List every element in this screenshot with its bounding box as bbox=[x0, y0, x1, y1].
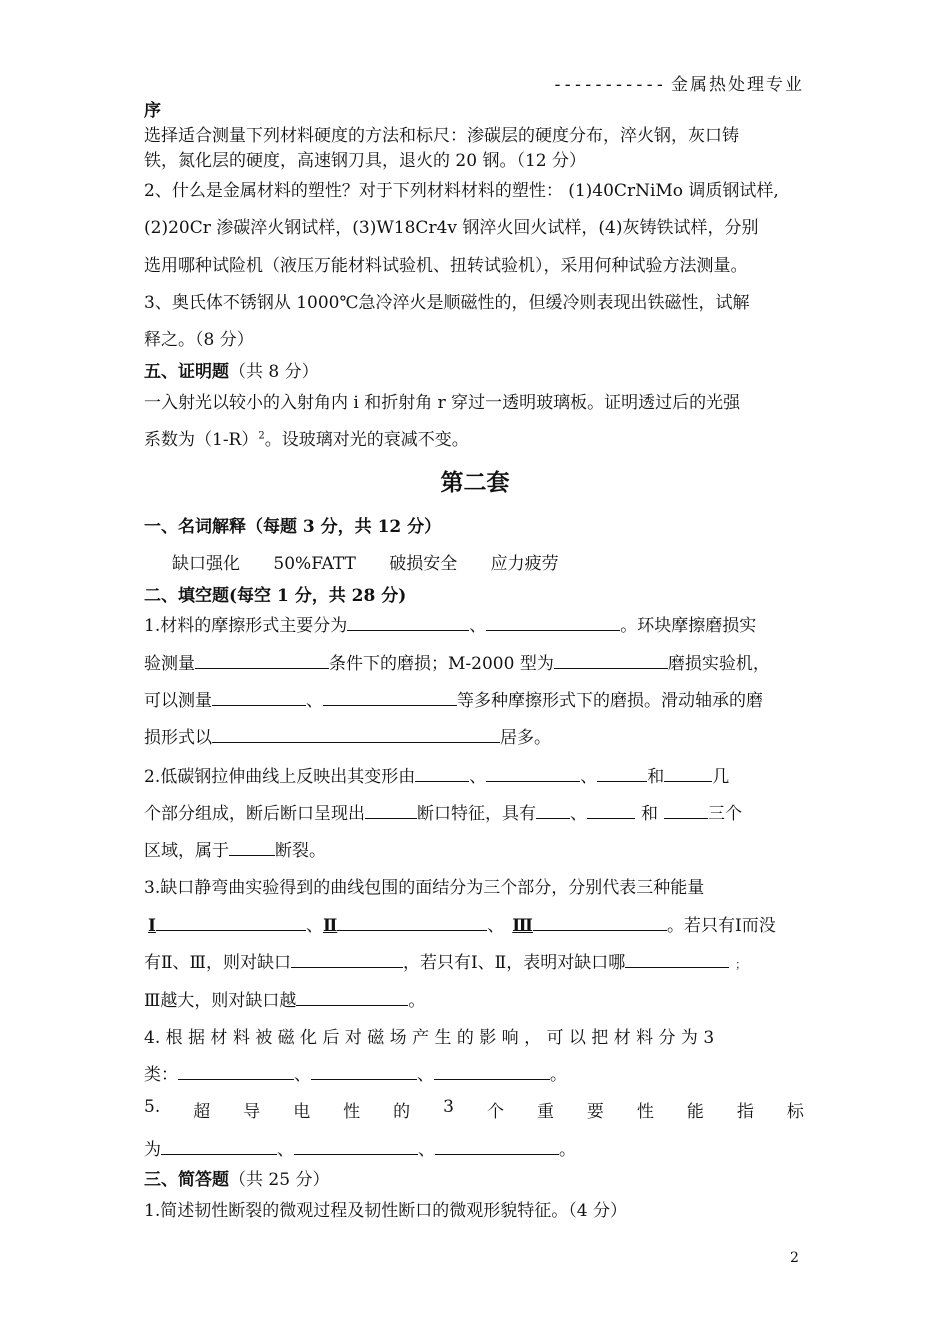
answer-blank[interactable] bbox=[664, 801, 708, 819]
separator: 、 bbox=[306, 691, 323, 711]
answer-blank[interactable] bbox=[597, 764, 647, 782]
answer-blank[interactable] bbox=[347, 613, 469, 631]
answer-blank[interactable] bbox=[212, 688, 306, 706]
question-5-line bbox=[144, 1097, 804, 1122]
answer-blank[interactable] bbox=[486, 764, 580, 782]
answer-blank[interactable] bbox=[486, 613, 620, 631]
question-2-line bbox=[144, 836, 326, 861]
question-word: 指 bbox=[736, 1102, 754, 1122]
separator: 、 bbox=[417, 1065, 434, 1085]
question-text: 等多种摩擦形式下的磨损。滑动轴承的磨 bbox=[457, 691, 763, 711]
term-item: 破损安全 bbox=[389, 554, 458, 574]
text-line: 选用哪种试险机（液压万能材料试验机、扭转试验机），采用何种试验方法测量。 bbox=[144, 256, 748, 276]
question-text: 断裂。 bbox=[275, 841, 326, 861]
question-text: 个部分组成，断后断口呈现出 bbox=[144, 804, 365, 824]
question-word: 3 bbox=[443, 1097, 454, 1117]
text-line bbox=[144, 425, 469, 450]
page-header bbox=[552, 70, 804, 95]
separator: 、 bbox=[580, 767, 598, 787]
question-text: 可以测量 bbox=[144, 691, 212, 711]
separator: 、 bbox=[469, 616, 487, 636]
separator: 、 bbox=[487, 916, 505, 936]
question-1-line bbox=[144, 611, 756, 636]
answer-blank[interactable] bbox=[365, 801, 417, 819]
term-list bbox=[172, 549, 587, 574]
question-word: 要 bbox=[586, 1102, 604, 1122]
text-line: 选择适合测量下列材料硬度的方法和标尺：渗碳层的硬度分布，淬火钢，灰口铸 bbox=[144, 126, 739, 146]
question-text: 条件下的磨损；M-2000 型为 bbox=[329, 654, 554, 674]
text-line: (2)20Cr 渗碳淬火钢试样，(3)W18Cr4v 钢淬火回火试样，(4)灰铸铁试样，分别 bbox=[144, 218, 759, 238]
question-4-line bbox=[144, 1060, 567, 1085]
roman-label: Ⅱ bbox=[322, 916, 338, 936]
question-word: 能 bbox=[686, 1102, 704, 1122]
answer-blank[interactable] bbox=[323, 688, 457, 706]
question-4-line: 4. 根 据 材 料 被 磁 化 后 对 磁 场 产 生 的 影 响 ， 可 以 把 材 料 分 为 3 bbox=[144, 1028, 715, 1048]
section-heading-1: 一、名词解释（每题 3 分，共 12 分） bbox=[144, 517, 442, 537]
roman-label: Ⅰ bbox=[148, 916, 156, 936]
question-text: 。若只有Ⅰ而没 bbox=[666, 916, 776, 936]
separator: ； bbox=[735, 958, 747, 971]
question-text: Ⅲ越大，则对缺口越 bbox=[144, 991, 297, 1011]
section-heading-points: （共 8 分） bbox=[229, 362, 319, 382]
header-title: 金属热处理专业 bbox=[671, 75, 804, 95]
page-number: 2 bbox=[790, 1250, 799, 1266]
question-text: ，若只有Ⅰ、Ⅱ，表明对缺口哪 bbox=[402, 953, 626, 973]
text-line: 一入射光以较小的入射角内 i 和折射角 r 穿过一透明玻璃板。证明透过后的光强 bbox=[144, 393, 741, 413]
section-heading-label: 五、证明题 bbox=[144, 362, 229, 382]
separator: 、 bbox=[277, 1140, 294, 1160]
text-line: 3、奥氏体不锈钢从 1000℃急冷淬火是顺磁性的，但缓冷则表现出铁磁性，试解 bbox=[144, 293, 750, 313]
answer-blank[interactable] bbox=[337, 913, 487, 931]
answer-blank[interactable] bbox=[587, 801, 635, 819]
question-word: 性 bbox=[636, 1102, 654, 1122]
answer-blank[interactable] bbox=[533, 913, 667, 931]
answer-blank[interactable] bbox=[291, 950, 403, 968]
answer-blank[interactable] bbox=[554, 651, 668, 669]
question-1-line bbox=[144, 686, 763, 711]
question-text: 区域，属于 bbox=[144, 841, 229, 861]
text-line: 释之。（8 分） bbox=[144, 330, 254, 350]
question-1-line bbox=[144, 649, 770, 674]
answer-blank[interactable] bbox=[212, 725, 500, 743]
formula-text: 系数为（1-R） bbox=[144, 430, 259, 450]
section-heading-points: （共 25 分） bbox=[229, 1170, 330, 1190]
question-word: 重 bbox=[536, 1102, 554, 1122]
question-word: 标 bbox=[786, 1102, 804, 1122]
question-2-line bbox=[144, 799, 742, 824]
short-answer-question: 1.简述韧性断裂的微观过程及韧性断口的微观形貌特征。（4 分） bbox=[144, 1201, 627, 1221]
answer-blank[interactable] bbox=[664, 764, 712, 782]
section-heading-5 bbox=[144, 357, 319, 382]
question-2-line bbox=[144, 762, 729, 787]
answer-blank[interactable] bbox=[294, 1137, 418, 1155]
term-item: 50%FATT bbox=[273, 554, 356, 574]
answer-blank[interactable] bbox=[536, 801, 570, 819]
answer-blank[interactable] bbox=[311, 1062, 417, 1080]
question-text: 类： bbox=[144, 1065, 178, 1085]
question-word: 5. bbox=[144, 1097, 161, 1117]
question-word: 超 bbox=[193, 1102, 211, 1122]
question-text: 有Ⅱ、Ⅲ，则对缺口 bbox=[144, 953, 291, 973]
question-text: 和 bbox=[647, 767, 665, 787]
question-text: 断口特征，具有 bbox=[417, 804, 536, 824]
question-text: 居多。 bbox=[500, 728, 551, 748]
text-line: 2、什么是金属材料的塑性？对于下列材料材料的塑性： (1)40CrNiMo 调质钢试样, bbox=[144, 181, 779, 201]
question-text: 。 bbox=[550, 1065, 567, 1085]
separator: 、 bbox=[570, 804, 587, 824]
question-word: 导 bbox=[243, 1102, 261, 1122]
question-text: 。环块摩擦磨损实 bbox=[620, 616, 757, 636]
formula-rest: 。设玻璃对光的衰减不变。 bbox=[264, 430, 469, 450]
question-text: 为 bbox=[144, 1140, 161, 1160]
section-heading-3 bbox=[144, 1165, 329, 1190]
answer-blank[interactable] bbox=[195, 651, 329, 669]
answer-blank[interactable] bbox=[161, 1137, 277, 1155]
question-text: 损形式以 bbox=[144, 728, 212, 748]
question-text: 磨损实验机， bbox=[667, 654, 770, 674]
answer-blank[interactable] bbox=[434, 1062, 550, 1080]
text-line: 铁，氮化层的硬度，高速钢刀具，退火的 20 钢。（12 分） bbox=[144, 151, 586, 171]
question-text: 2.低碳钢拉伸曲线上反映出其变形由 bbox=[144, 767, 416, 787]
separator: 、 bbox=[294, 1065, 311, 1085]
question-text: 1.材料的摩擦形式主要分为 bbox=[144, 616, 348, 636]
question-word: 个 bbox=[486, 1102, 504, 1122]
term-item: 应力疲劳 bbox=[490, 554, 559, 574]
separator: 、 bbox=[305, 916, 323, 936]
question-text: 验测量 bbox=[144, 654, 195, 674]
section-continuation: 序 bbox=[144, 101, 161, 121]
question-text: 三个 bbox=[708, 804, 742, 824]
answer-blank[interactable] bbox=[415, 764, 469, 782]
section-heading-label: 三、简答题 bbox=[144, 1170, 229, 1190]
header-rule: ----------- bbox=[552, 75, 665, 95]
question-word: 的 bbox=[393, 1102, 411, 1122]
answer-blank[interactable] bbox=[229, 838, 275, 856]
answer-blank[interactable] bbox=[625, 950, 729, 968]
question-3-line: 3.缺口静弯曲实验得到的曲线包围的面结分为三个部分，分别代表三种能量 bbox=[144, 878, 705, 898]
question-3-line bbox=[144, 948, 746, 973]
section-heading-2: 二、填空题(每空 1 分，共 28 分) bbox=[144, 586, 407, 606]
answer-blank[interactable] bbox=[296, 988, 408, 1006]
set-title: 第二套 bbox=[440, 469, 510, 496]
question-1-line bbox=[144, 723, 551, 748]
question-text: 和 bbox=[641, 804, 658, 824]
question-3-line bbox=[144, 986, 425, 1011]
question-text: 几 bbox=[712, 767, 730, 787]
answer-blank[interactable] bbox=[435, 1137, 559, 1155]
question-word: 电 bbox=[293, 1102, 311, 1122]
superscript: 2 bbox=[258, 430, 265, 442]
question-5-line bbox=[144, 1135, 576, 1160]
answer-blank[interactable] bbox=[156, 913, 306, 931]
term-item: 缺口强化 bbox=[172, 554, 240, 574]
question-word: 性 bbox=[343, 1102, 361, 1122]
separator: 、 bbox=[469, 767, 487, 787]
question-text: 。 bbox=[408, 991, 426, 1011]
separator: 、 bbox=[418, 1140, 435, 1160]
roman-label: Ⅲ bbox=[512, 916, 533, 936]
question-text: 。 bbox=[559, 1140, 576, 1160]
answer-blank[interactable] bbox=[178, 1062, 294, 1080]
question-3-line bbox=[144, 911, 776, 936]
